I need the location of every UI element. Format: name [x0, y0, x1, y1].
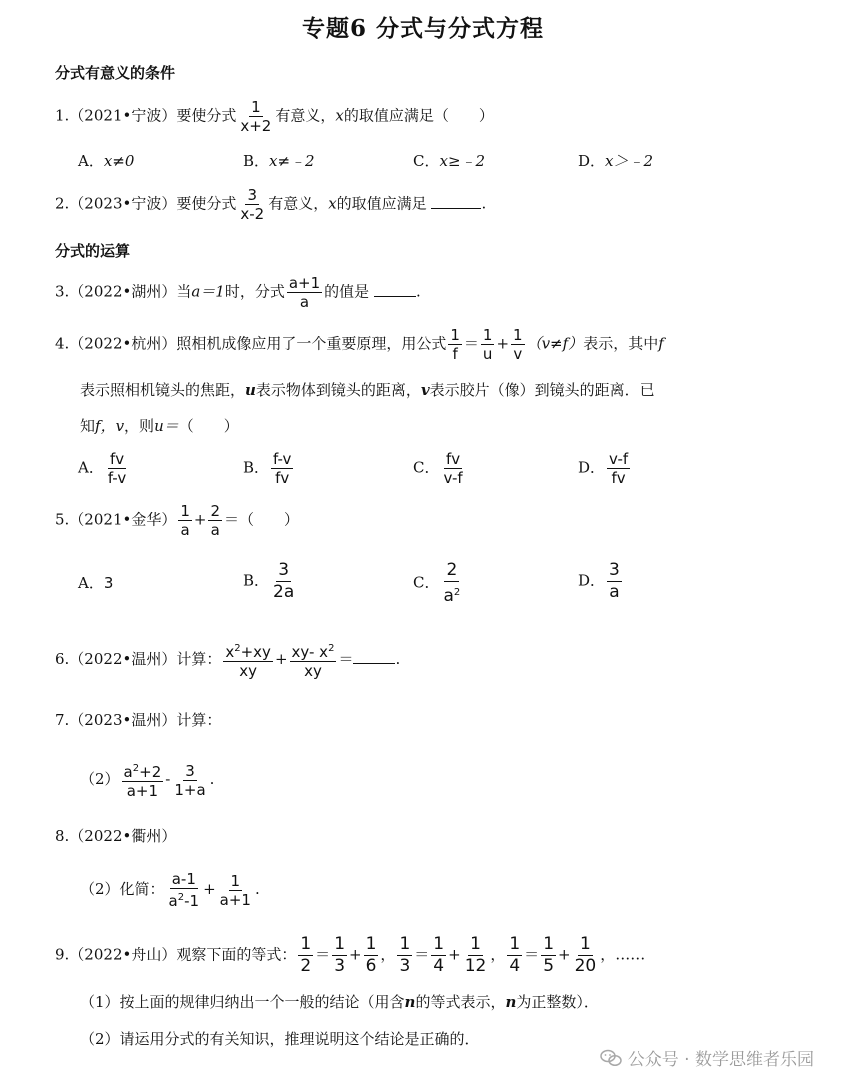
wechat-icon — [600, 1049, 622, 1067]
question-8-part-2: （2）化简： $\frac{a-1}{a^2-1}$ + $\frac{1}{a+1}$ . — [80, 870, 260, 910]
question-9-part-2: （2）请运用分式的有关知识，推理说明这个结论是正确的． — [80, 1030, 480, 1048]
section-heading-operations: 分式的运算 — [55, 242, 131, 260]
fraction: $\frac{3}{1+a}$ — [174, 761, 206, 799]
question-8: 8.（2022•衢州） — [55, 827, 177, 845]
fraction: $\frac{a^2+2}{a+1}$ — [122, 760, 164, 800]
question-4: 4.（2022•杭州）照相机成像应用了一个重要原理，用公式 $\frac{1}{f}$ ＝ $\frac{1}{u}$ + $\frac{1}{v}$ （v≠f）表示，其中f — [55, 326, 664, 363]
fraction: $\frac{a+1}{a}$ — [288, 274, 321, 311]
fraction: $\frac{x^2+xy}{xy}$ — [223, 640, 273, 680]
page-title: 专题6 分式与分式方程 — [301, 15, 544, 42]
question-7: 7.（2023•温州）计算： — [55, 711, 222, 729]
answer-blank[interactable] — [353, 649, 395, 664]
fraction: $\frac{1}{x+2}$ — [240, 98, 272, 135]
question-2: 2.（2023•宁波）要使分式 $\frac{3}{x-2}$ 有意义，x的取值应满足 . — [55, 186, 487, 223]
question-3: 3.（2022•湖州）当a＝1时，分式 $\frac{a+1}{a}$ 的值是 . — [55, 274, 421, 311]
fraction: $\frac{a-1}{a^2-1}$ — [168, 870, 200, 910]
fraction: $\frac{2}{a}$ — [210, 502, 221, 539]
question-1: 1.（2021•宁波）要使分式 $\frac{1}{x+2}$ 有意义，x的取值应满足（ ） — [55, 98, 494, 135]
fraction: $\frac{1}{f}$ — [450, 326, 460, 363]
fraction: $\frac{3}{x-2}$ — [240, 186, 265, 223]
q1-option-a[interactable]: A．x≠0 — [78, 152, 135, 170]
section-heading-conditions: 分式有意义的条件 — [55, 64, 176, 82]
question-5: 5.（2021•金华） $\frac{1}{a}$ + $\frac{2}{a}$ ＝（ ） — [55, 502, 300, 539]
fraction: $\frac{1}{u}$ — [482, 326, 493, 363]
question-9: 9.（2022•舟山）观察下面的等式： $\frac{1}{2}$ ＝ $\frac{1}{3}$ + $\frac{1}{6}$ ， $\frac{1}{3}$ ＝ $\frac{1}{4}$ + $\frac{1}{12}$ ， $\frac{1}{4}$ ＝ $\frac{1}{5}$ + $\frac{1}{20}$ ，…… — [55, 934, 646, 976]
q5-option-d[interactable]: D． $\frac{3}{a}$ — [578, 560, 620, 602]
q4-option-d[interactable]: D． $\frac{v-f}{fv}$ — [578, 450, 629, 487]
q5-option-c[interactable]: C． $\frac{2}{a^2}$ — [413, 560, 461, 606]
q1-option-c[interactable]: C．x≥﹣2 — [413, 152, 486, 170]
question-4-line-3: 知f，v，则u＝（ ） — [80, 417, 239, 435]
fraction: $\frac{xy- x^2}{xy}$ — [290, 640, 337, 680]
fraction: $\frac{1}{a}$ — [180, 502, 190, 539]
fraction: $\frac{1}{v}$ — [513, 326, 523, 363]
question-7-part-2: （2） $\frac{a^2+2}{a+1}$ - $\frac{3}{1+a}$ . — [80, 761, 215, 800]
q5-option-a[interactable]: A．3 — [78, 574, 114, 592]
question-6: 6.（2022•温州）计算： $\frac{x^2+xy}{xy}$ + $\frac{xy- x^2}{xy}$ ＝ . — [55, 640, 400, 680]
fraction: $\frac{1}{a+1}$ — [219, 871, 251, 909]
question-9-part-1: （1）按上面的规律归纳出一个一般的结论（用含n的等式表示，n为正整数）． — [80, 993, 599, 1011]
q4-option-c[interactable]: C． $\frac{fv}{v-f}$ — [413, 450, 463, 487]
watermark: 公众号 · 数学思维者乐园 — [600, 1045, 814, 1070]
question-4-line-2: 表示照相机镜头的焦距，u表示物体到镜头的距离，v表示胶片（像）到镜头的距离．已 — [80, 381, 655, 399]
answer-blank[interactable] — [374, 282, 416, 297]
q5-option-b[interactable]: B． $\frac{3}{2a}$ — [243, 560, 295, 602]
q1-option-b[interactable]: B．x≠﹣2 — [243, 152, 315, 170]
q4-option-a[interactable]: A． $\frac{fv}{f-v}$ — [78, 450, 127, 487]
q1-option-d[interactable]: D．x＞﹣2 — [578, 152, 654, 170]
q4-option-b[interactable]: B． $\frac{f-v}{fv}$ — [243, 450, 292, 487]
answer-blank[interactable] — [431, 194, 481, 209]
